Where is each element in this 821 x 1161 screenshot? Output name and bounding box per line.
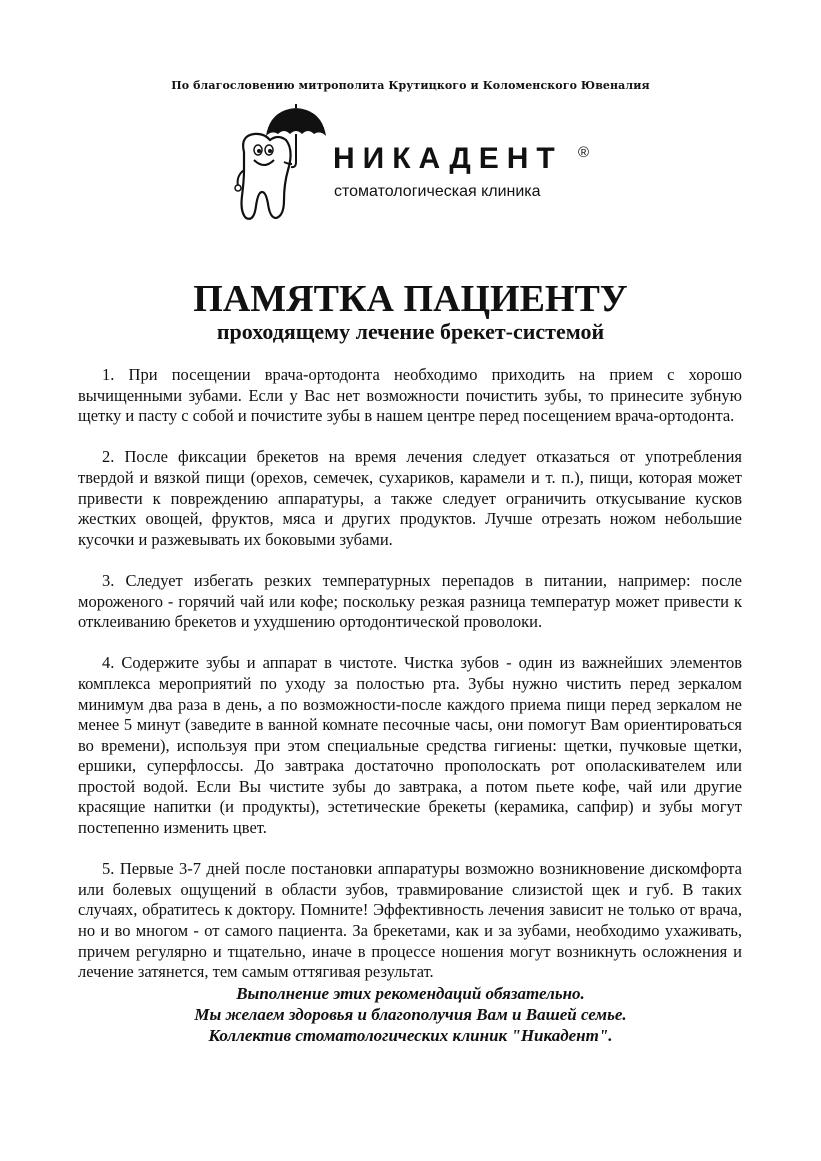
instructions-body [78,365,742,1003]
instruction-paragraph-3: 3. Следует избегать резких температурных перепадов в питании, например: после мороженого - горячий чай или кофе; поскольку резкая разница температур может привести к отклеиванию брекетов и ухудшению ортодонтической проволоки. [78,570,742,632]
clinic-subtitle: стоматологическая клиника [334,183,541,200]
instruction-paragraph-2: 2. После фиксации брекетов на время лечения следует отказаться от употребления твердой и вязкой пищи (орехов, семечек, сухариков, карамели и т. п.), пищи, которая может привести к повреждению аппаратуры, а также следует ограничить откусывание кусков жестких овощей, фруктов, мяса и других продуктов. Лучше отрезать ножом небольшие кусочки и разжевывать их боковыми зубами. [78,447,742,549]
clinic-name: НИКАДЕНТ [333,142,563,175]
registered-mark: ® [578,144,590,161]
closing-line-1: Выполнение этих рекомендаций обязательно. [236,984,585,1003]
instruction-paragraph-1: 1. При посещении врача-ортодонта необходимо приходить на прием с хорошо вычищенными зубами. Если у Вас нет возможности почистить зубы, то принесите зубную щетку и пасту с собой и почистите зубы в нашем центре перед посещением врача-ортодонта. [78,365,742,426]
closing-block [0,983,821,1046]
instruction-paragraph-5: 5. Первые 3-7 дней после постановки аппаратуры возможно возникновение дискомфорта или болевых ощущений в области зубов, травмирование слизистой щек и губ. В таких случаях, обратитесь к доктору. Помните! Эффективность лечения зависит не только от врача, но и во многом - от самого пациента. За брекетами, как и за зубами, необходимо ухаживать, причем регулярно и тщательно, иначе в процессе ношения могут возникнуть осложнения и лечение затянется, тем самым оттягивая результат. [78,859,742,982]
closing-line-2: Мы желаем здоровья и благополучия Вам и Вашей семье. [194,1005,627,1024]
tooth-with-umbrella-icon [228,100,328,230]
page-title: ПАМЯТКА ПАЦИЕНТУ [193,278,628,320]
instruction-paragraph-4: 4. Содержите зубы и аппарат в чистоте. Чистка зубов - один из важнейших элементов комплекса мероприятий по уходу за полостью рта. Зубы нужно чистить перед зеркалом минимум два раза в день, а по возможности-после каждого приема пищи перед зеркалом не менее 5 минут (заведите в ванной комнате песочные часы, они помогут Вам ориентироваться во времени), используя при этом специальные средства гигиены: щетки, пучковые щетки, ершики, суперфлоссы. До завтрака достаточно прополоскать рот ополаскивателем или простой водой. Если Вы чистите зубы до завтрака, а потом пьете кофе, чай или другие красящие напитки (и продукты), эстетические брекеты (керамика, сапфир) и зубы могут постепенно изменить цвет. [78,653,742,838]
blessing-line: По благословению митрополита Крутицкого и Коломенского Ювеналия [171,79,650,92]
clinic-logo [228,100,608,230]
closing-line-3: Коллектив стоматологических клиник "Никадент". [208,1026,613,1045]
page-subtitle: проходящему лечение брекет-системой [216,319,605,344]
